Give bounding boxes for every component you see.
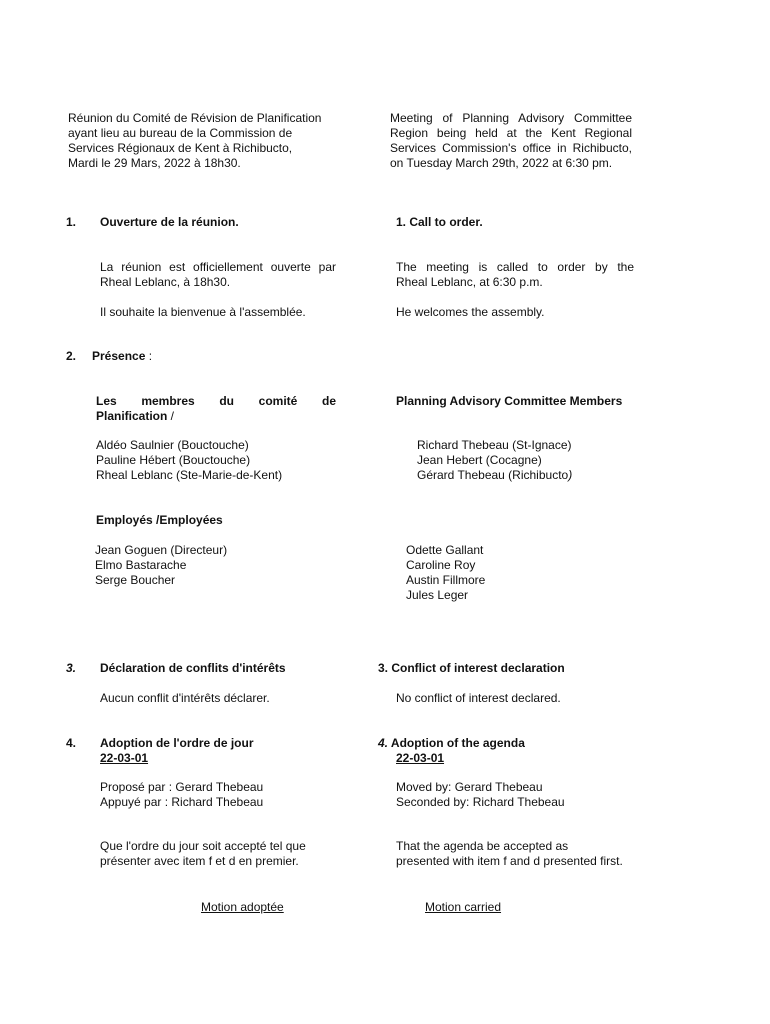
- section-1-welcome-fr: Il souhaite la bienvenue à l'assemblée.: [100, 305, 306, 319]
- header-en-line: Region being held at the Kent Regional: [390, 126, 632, 140]
- section-1-title-en: 1. Call to order.: [396, 215, 483, 229]
- section-2-number: 2.: [66, 349, 77, 363]
- header-en-line: on Tuesday March 29th, 2022 at 6:30 pm.: [390, 156, 613, 170]
- list-item: Richard Thebeau (St-Ignace): [417, 438, 572, 452]
- section-1-welcome-en: He welcomes the assembly.: [396, 305, 545, 319]
- section-2-title-text: Présence: [92, 349, 146, 363]
- members-heading-line: Planification: [96, 409, 168, 423]
- text-line: Rheal Leblanc, à 18h30.: [100, 275, 231, 289]
- section-3-number: 3.: [66, 661, 77, 675]
- text-line: The meeting is called to order by the: [396, 260, 634, 274]
- members-list-en: [417, 438, 572, 483]
- members-heading-fr: [96, 394, 336, 424]
- section-1-text-en: [396, 260, 634, 290]
- staff-list-en: [406, 543, 485, 603]
- header-en-line: Meeting of Planning Advisory Committee: [390, 111, 632, 125]
- section-3-title-fr: Déclaration de conflits d'intérêts: [100, 661, 286, 675]
- text-line: Rheal Leblanc, at 6:30 p.m.: [396, 275, 543, 289]
- list-item: Jean Hebert (Cocagne): [417, 453, 542, 467]
- members-heading-line: Les membres du comité de: [96, 394, 336, 408]
- text-line: Moved by: Gerard Thebeau: [396, 780, 543, 794]
- resolution-code: 22-03-01: [396, 751, 445, 765]
- members-heading-suffix: /: [167, 409, 175, 423]
- section-2-title: [92, 349, 152, 364]
- section-1-title-fr: Ouverture de la réunion.: [100, 215, 239, 229]
- list-item: Odette Gallant: [406, 543, 484, 557]
- section-3-text-fr: Aucun conflit d'intérêts déclarer.: [100, 691, 270, 705]
- text-line: présenter avec item f et d en premier.: [100, 854, 299, 868]
- list-item: Serge Boucher: [95, 573, 176, 587]
- motion-result-en: Motion carried: [425, 900, 502, 914]
- section-3-title-en: 3. Conflict of interest declaration: [378, 661, 565, 675]
- section-4-title-text: Adoption de l'ordre de jour: [100, 736, 254, 750]
- header-fr-line: Réunion du Comité de Révision de Planification: [68, 111, 322, 125]
- list-item: Pauline Hébert (Bouctouche): [96, 453, 251, 467]
- text-line: presented with item f and d presented first.: [396, 854, 623, 868]
- section-3-text-en: No conflict of interest declared.: [396, 691, 561, 705]
- motion-fr: [100, 839, 306, 869]
- moved-en: [396, 780, 565, 810]
- list-item: Elmo Bastarache: [95, 558, 187, 572]
- motion-en: [396, 839, 623, 869]
- staff-heading: Employés /Employées: [96, 513, 223, 527]
- header-fr: [68, 111, 321, 171]
- section-4-title-fr: [100, 736, 254, 766]
- list-item: Caroline Roy: [406, 558, 476, 572]
- header-en-line: Services Commission's office in Richibucto,: [390, 141, 632, 155]
- section-2-title-suffix: :: [145, 349, 153, 363]
- resolution-code: 22-03-01: [100, 751, 149, 765]
- staff-list-fr: [95, 543, 227, 588]
- list-item-tail: ): [568, 468, 573, 482]
- text-line: Proposé par : Gerard Thebeau: [100, 780, 264, 794]
- text-line: Que l'ordre du jour soit accepté tel que: [100, 839, 306, 853]
- list-item: Gérard Thebeau (Richibucto: [417, 468, 569, 482]
- section-1-text-fr: [100, 260, 336, 290]
- section-4-title-en: [378, 736, 525, 766]
- list-item: Austin Fillmore: [406, 573, 486, 587]
- text-line: Seconded by: Richard Thebeau: [396, 795, 565, 809]
- list-item: Aldéo Saulnier (Bouctouche): [96, 438, 249, 452]
- section-4-en-number: 4.: [378, 736, 389, 750]
- list-item: Jean Goguen (Directeur): [95, 543, 228, 557]
- motion-result-fr: Motion adoptée: [201, 900, 284, 914]
- header-fr-line: ayant lieu au bureau de la Commission de: [68, 126, 293, 140]
- header-fr-line: Services Régionaux de Kent à Richibucto,: [68, 141, 293, 155]
- text-line: Appuyé par : Richard Thebeau: [100, 795, 264, 809]
- members-heading-en: Planning Advisory Committee Members: [396, 394, 623, 408]
- list-item: Rheal Leblanc (Ste-Marie-de-Kent): [96, 468, 283, 482]
- text-line: La réunion est officiellement ouverte par: [100, 260, 336, 274]
- text-line: That the agenda be accepted as: [396, 839, 569, 853]
- moved-fr: [100, 780, 263, 810]
- header-fr-line: Mardi le 29 Mars, 2022 à 18h30.: [68, 156, 241, 170]
- header-en: [390, 111, 632, 171]
- list-item: Jules Leger: [406, 588, 469, 602]
- members-list-fr: [96, 438, 282, 483]
- section-1-number: 1.: [66, 215, 77, 229]
- section-4-title-text: Adoption of the agenda: [388, 736, 525, 750]
- section-4-number: 4.: [66, 736, 77, 750]
